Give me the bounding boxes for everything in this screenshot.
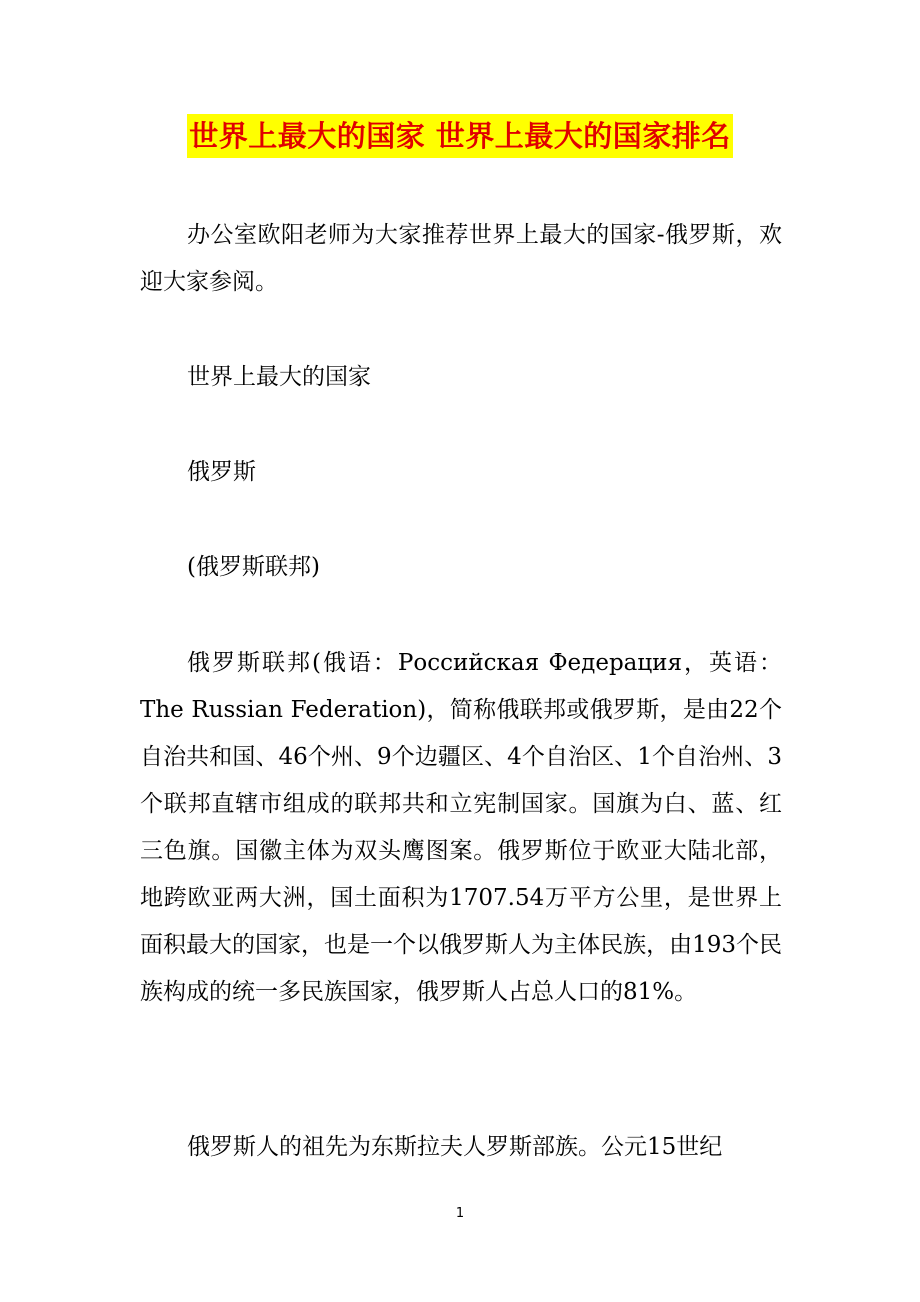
intro-paragraph: 办公室欧阳老师为大家推荐世界上最大的国家-俄罗斯，欢迎大家参阅。 [140, 222, 782, 295]
document-title: 世界上最大的国家 世界上最大的国家排名 [187, 114, 733, 158]
body-paragraph-russia-overview: 俄罗斯联邦(俄语：Российская Федерация，英语：The Russian Federation)，简称俄联邦或俄罗斯，是由22个自治共和国、46个州、9个边疆区、4个自治区、1个自治州、3个联邦直辖市组成的联邦共和立宪制国家。国旗为白、蓝、红三色旗。国徽主体为双头鹰图案。俄罗斯位于欧亚大陆北部，地跨欧亚两大洲，国土面积为1707.54万平方公里，是世界上面积最大的国家，也是一个以俄罗斯人为主体民族，由193个民族构成的统一多民族国家，俄罗斯人占总人口的81%。 [140, 650, 782, 1005]
title-container [0, 114, 920, 158]
body-paragraph-ancestors: 俄罗斯人的祖先为东斯拉夫人罗斯部族。公元15世纪 [187, 1134, 723, 1160]
section-heading-russia: 俄罗斯 [187, 459, 256, 485]
section-heading-federation: (俄罗斯联邦) [187, 554, 320, 580]
section-heading-largest-country: 世界上最大的国家 [187, 364, 371, 390]
page-number: 1 [455, 1206, 465, 1221]
